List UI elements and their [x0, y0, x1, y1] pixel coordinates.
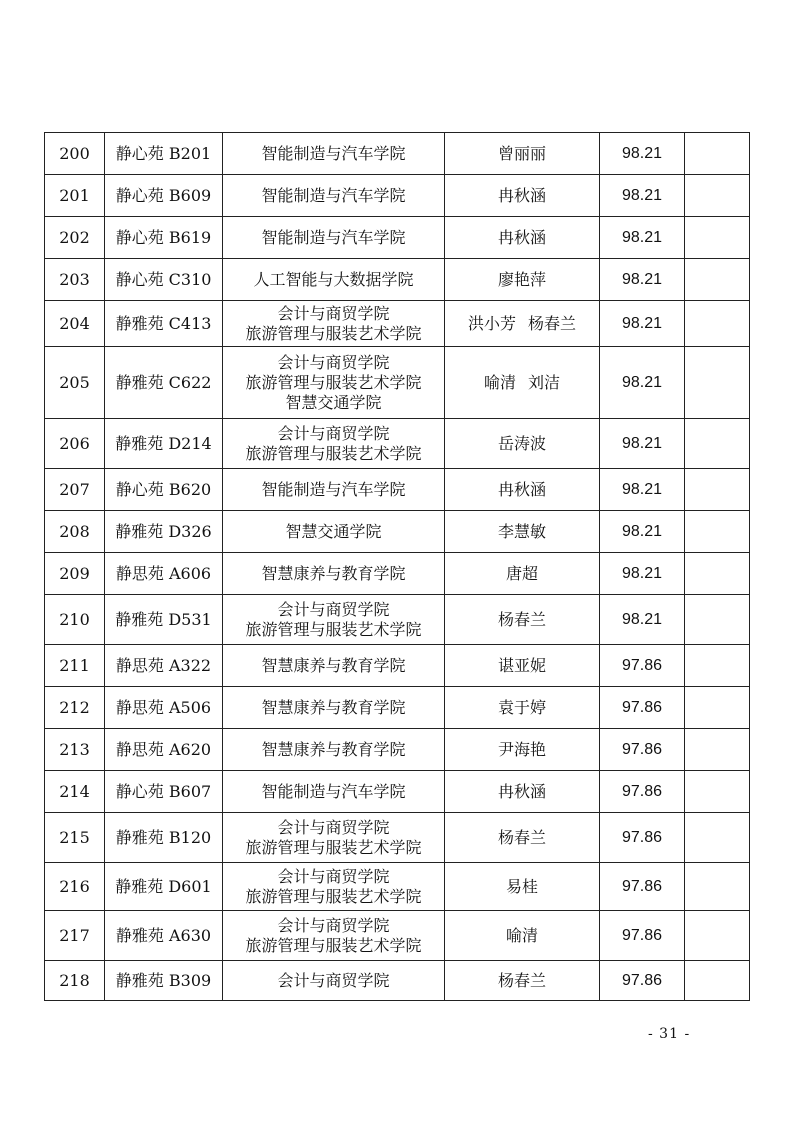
dorm-room-cell: 静心苑 B620: [105, 469, 223, 511]
college-name: 智能制造与汽车学院: [261, 185, 406, 205]
row-number-cell: 200: [45, 133, 105, 175]
row-number-cell: 217: [45, 911, 105, 961]
college-name: 会计与商贸学院: [277, 915, 390, 935]
row-number-cell: 216: [45, 863, 105, 911]
college-name: 会计与商贸学院: [277, 352, 390, 372]
note-cell: [685, 259, 750, 301]
dorm-room-cell: 静思苑 A506: [105, 687, 223, 729]
counselor-name: 刘洁: [528, 372, 561, 392]
table-row: [45, 419, 750, 469]
dorm-room-cell: 静心苑 B609: [105, 175, 223, 217]
score-cell: 98.21: [600, 175, 685, 217]
note-cell: [685, 553, 750, 595]
table-row: [45, 961, 750, 1001]
score-cell: 97.86: [600, 813, 685, 863]
table-row: [45, 133, 750, 175]
college-name: 旅游管理与服装艺术学院: [245, 619, 422, 639]
page-number: - 31 -: [648, 1026, 691, 1042]
college-name: 智能制造与汽车学院: [261, 479, 406, 499]
counselor-name: 唐超: [505, 563, 538, 583]
note-cell: [685, 687, 750, 729]
college-cell: [223, 729, 445, 771]
college-cell: [223, 133, 445, 175]
score-cell: 98.21: [600, 469, 685, 511]
college-cell: [223, 175, 445, 217]
college-name: 旅游管理与服装艺术学院: [245, 935, 422, 955]
table-body: [45, 133, 750, 1001]
college-cell: [223, 259, 445, 301]
note-cell: [685, 813, 750, 863]
college-cell: [223, 911, 445, 961]
table-row: [45, 687, 750, 729]
college-name: 旅游管理与服装艺术学院: [245, 323, 422, 343]
counselor-name: 杨春兰: [497, 609, 546, 629]
note-cell: [685, 469, 750, 511]
row-number-cell: 211: [45, 645, 105, 687]
counselor-name: 杨春兰: [497, 827, 546, 847]
dorm-room-cell: 静雅苑 B120: [105, 813, 223, 863]
row-number-cell: 204: [45, 301, 105, 347]
table-row: [45, 863, 750, 911]
note-cell: [685, 301, 750, 347]
note-cell: [685, 347, 750, 419]
dorm-room-cell: 静雅苑 C622: [105, 347, 223, 419]
counselor-name: 杨春兰: [528, 313, 577, 333]
counselor-cell: [445, 217, 600, 259]
note-cell: [685, 729, 750, 771]
score-cell: 97.86: [600, 911, 685, 961]
counselor-name: 李慧敏: [497, 521, 546, 541]
college-name: 旅游管理与服装艺术学院: [245, 372, 422, 392]
row-number-cell: 207: [45, 469, 105, 511]
college-name: 旅游管理与服装艺术学院: [245, 837, 422, 857]
counselor-cell: [445, 419, 600, 469]
score-cell: 98.21: [600, 595, 685, 645]
table-row: [45, 771, 750, 813]
note-cell: [685, 175, 750, 217]
dorm-room-cell: 静思苑 A322: [105, 645, 223, 687]
row-number-cell: 213: [45, 729, 105, 771]
college-name: 智慧交通学院: [285, 392, 382, 412]
college-cell: [223, 553, 445, 595]
note-cell: [685, 645, 750, 687]
table-row: [45, 301, 750, 347]
score-cell: 97.86: [600, 645, 685, 687]
note-cell: [685, 961, 750, 1001]
dorm-room-cell: 静思苑 A620: [105, 729, 223, 771]
college-name: 智能制造与汽车学院: [261, 227, 406, 247]
college-name: 智慧康养与教育学院: [261, 655, 406, 675]
counselor-name: 冉秋涵: [497, 227, 546, 247]
dorm-room-cell: 静心苑 C310: [105, 259, 223, 301]
note-cell: [685, 217, 750, 259]
note-cell: [685, 911, 750, 961]
note-cell: [685, 133, 750, 175]
counselor-cell: [445, 645, 600, 687]
college-name: 智慧康养与教育学院: [261, 697, 406, 717]
dorm-room-cell: 静思苑 A606: [105, 553, 223, 595]
row-number-cell: 218: [45, 961, 105, 1001]
dorm-room-cell: 静雅苑 D531: [105, 595, 223, 645]
score-cell: 97.86: [600, 961, 685, 1001]
college-name: 智慧交通学院: [285, 521, 382, 541]
dorm-room-cell: 静雅苑 D601: [105, 863, 223, 911]
table-row: [45, 645, 750, 687]
counselor-cell: [445, 771, 600, 813]
dormitory-score-table: [44, 132, 750, 1001]
table-row: [45, 595, 750, 645]
college-cell: [223, 469, 445, 511]
counselor-name: 谌亚妮: [497, 655, 546, 675]
college-cell: [223, 961, 445, 1001]
college-name: 会计与商贸学院: [277, 970, 390, 990]
college-cell: [223, 217, 445, 259]
row-number-cell: 203: [45, 259, 105, 301]
table-row: [45, 175, 750, 217]
college-name: 智慧康养与教育学院: [261, 739, 406, 759]
college-name: 智能制造与汽车学院: [261, 781, 406, 801]
row-number-cell: 215: [45, 813, 105, 863]
college-name: 人工智能与大数据学院: [253, 269, 414, 289]
score-cell: 98.21: [600, 347, 685, 419]
dorm-room-cell: 静心苑 B607: [105, 771, 223, 813]
counselor-name: 杨春兰: [497, 970, 546, 990]
dorm-room-cell: 静雅苑 B309: [105, 961, 223, 1001]
table-row: [45, 729, 750, 771]
dorm-room-cell: 静雅苑 D214: [105, 419, 223, 469]
counselor-name: 冉秋涵: [497, 781, 546, 801]
row-number-cell: 201: [45, 175, 105, 217]
dorm-room-cell: 静雅苑 C413: [105, 301, 223, 347]
row-number-cell: 212: [45, 687, 105, 729]
table-row: [45, 511, 750, 553]
note-cell: [685, 595, 750, 645]
counselor-name: 曾丽丽: [497, 143, 546, 163]
counselor-name: 洪小芳: [467, 313, 516, 333]
college-name: 会计与商贸学院: [277, 303, 390, 323]
score-cell: 97.86: [600, 729, 685, 771]
table-row: [45, 553, 750, 595]
counselor-cell: [445, 133, 600, 175]
row-number-cell: 208: [45, 511, 105, 553]
counselor-cell: [445, 961, 600, 1001]
score-cell: 97.86: [600, 771, 685, 813]
row-number-cell: 205: [45, 347, 105, 419]
score-cell: 98.21: [600, 511, 685, 553]
note-cell: [685, 863, 750, 911]
college-cell: [223, 813, 445, 863]
counselor-name: 喻清: [505, 925, 538, 945]
dorm-room-cell: 静雅苑 A630: [105, 911, 223, 961]
college-name: 智慧康养与教育学院: [261, 563, 406, 583]
table-row: [45, 813, 750, 863]
dorm-room-cell: 静心苑 B201: [105, 133, 223, 175]
college-cell: [223, 419, 445, 469]
counselor-name: 袁于婷: [497, 697, 546, 717]
counselor-name: 岳涛波: [497, 433, 546, 453]
row-number-cell: 202: [45, 217, 105, 259]
college-name: 会计与商贸学院: [277, 866, 390, 886]
college-name: 智能制造与汽车学院: [261, 143, 406, 163]
note-cell: [685, 771, 750, 813]
counselor-name: 冉秋涵: [497, 185, 546, 205]
counselor-cell: [445, 687, 600, 729]
college-cell: [223, 863, 445, 911]
table-row: [45, 347, 750, 419]
counselor-cell: [445, 469, 600, 511]
score-cell: 98.21: [600, 217, 685, 259]
counselor-cell: [445, 813, 600, 863]
college-cell: [223, 645, 445, 687]
college-cell: [223, 687, 445, 729]
note-cell: [685, 419, 750, 469]
score-cell: 98.21: [600, 301, 685, 347]
counselor-name: 尹海艳: [497, 739, 546, 759]
counselor-name: 喻清: [483, 372, 516, 392]
row-number-cell: 206: [45, 419, 105, 469]
college-name: 会计与商贸学院: [277, 817, 390, 837]
score-cell: 98.21: [600, 259, 685, 301]
college-name: 旅游管理与服装艺术学院: [245, 886, 422, 906]
row-number-cell: 210: [45, 595, 105, 645]
college-name: 会计与商贸学院: [277, 423, 390, 443]
table-row: [45, 259, 750, 301]
college-cell: [223, 347, 445, 419]
counselor-cell: [445, 259, 600, 301]
college-cell: [223, 595, 445, 645]
counselor-cell: [445, 301, 600, 347]
counselor-cell: [445, 595, 600, 645]
dorm-room-cell: 静雅苑 D326: [105, 511, 223, 553]
college-cell: [223, 771, 445, 813]
note-cell: [685, 511, 750, 553]
college-cell: [223, 301, 445, 347]
college-name: 旅游管理与服装艺术学院: [245, 443, 422, 463]
score-cell: 98.21: [600, 419, 685, 469]
counselor-cell: [445, 347, 600, 419]
counselor-cell: [445, 863, 600, 911]
counselor-cell: [445, 911, 600, 961]
counselor-cell: [445, 729, 600, 771]
college-cell: [223, 511, 445, 553]
score-cell: 98.21: [600, 133, 685, 175]
counselor-name: 廖艳萍: [497, 269, 546, 289]
row-number-cell: 209: [45, 553, 105, 595]
counselor-cell: [445, 553, 600, 595]
table-row: [45, 911, 750, 961]
table-row: [45, 469, 750, 511]
table-row: [45, 217, 750, 259]
dorm-room-cell: 静心苑 B619: [105, 217, 223, 259]
college-name: 会计与商贸学院: [277, 599, 390, 619]
score-cell: 97.86: [600, 687, 685, 729]
score-cell: 97.86: [600, 863, 685, 911]
counselor-name: 冉秋涵: [497, 479, 546, 499]
row-number-cell: 214: [45, 771, 105, 813]
score-cell: 98.21: [600, 553, 685, 595]
counselor-cell: [445, 175, 600, 217]
counselor-name: 易桂: [505, 876, 538, 896]
counselor-cell: [445, 511, 600, 553]
